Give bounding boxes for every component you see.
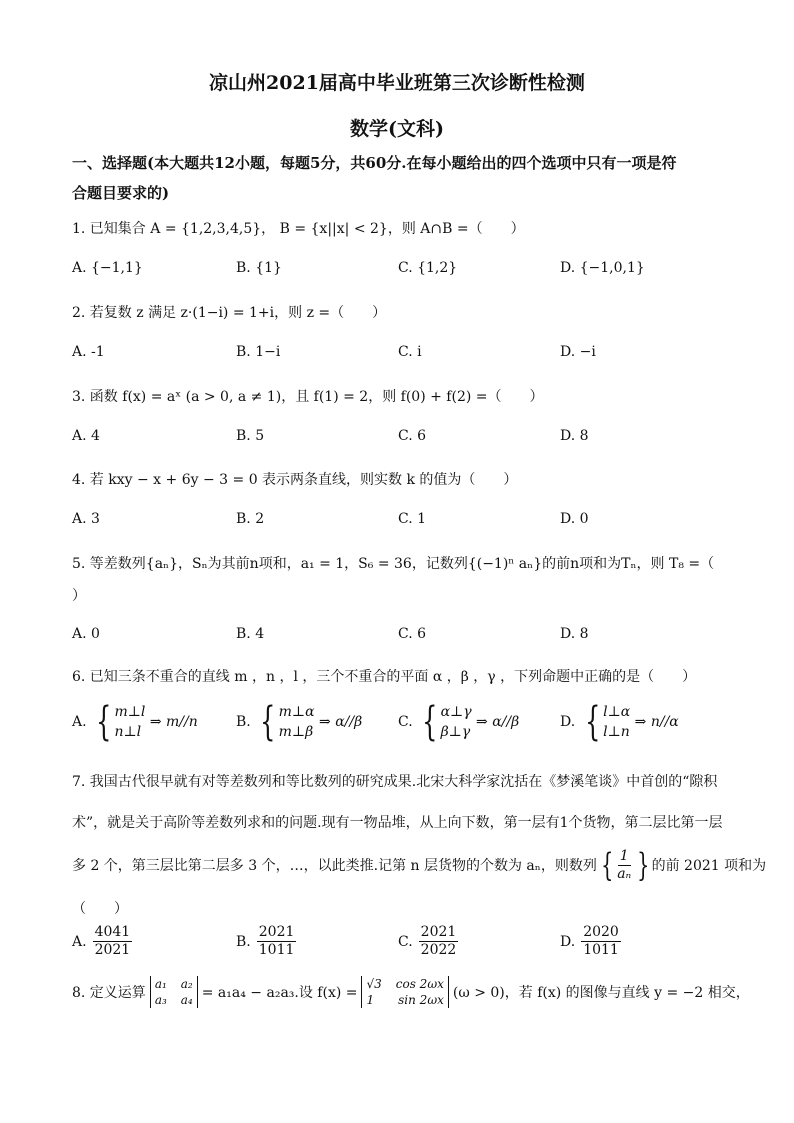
question-1-stem: 1. 已知集合 A = {1,2,3,4,5}， B = {x||x| < 2}，则 A∩B =（ ） bbox=[72, 221, 525, 237]
q6-a-bottom: n⊥l bbox=[114, 724, 142, 740]
q7-frac-num: 1 bbox=[619, 847, 629, 864]
q1-option-d: D. {−1,0,1} bbox=[560, 260, 645, 276]
section-heading: 一、选择题(本大题共12小题，每题5分，共60分.在每小题给出的四个选项中只有一项是符 bbox=[72, 154, 677, 172]
q6-c-result: ⇒ α//β bbox=[476, 714, 520, 730]
question-5-stem-cont: ） bbox=[72, 588, 86, 604]
q6-option-d-label: D. bbox=[560, 714, 576, 730]
q6-option-c bbox=[398, 699, 520, 745]
left-brace: { bbox=[422, 699, 438, 745]
question-7-line-2: 术”，就是关于高阶等差数列求和的问题.现有一物品堆，从上向下数，第一层有1个货物，第二层比第一层 bbox=[72, 815, 723, 831]
q6-b-top: m⊥α bbox=[278, 704, 315, 720]
question-6-stem: 6. 已知三条不重合的直线 m ，n ，l ，三个不重合的平面 α ，β ，γ ，下列命题中正确的是（ ） bbox=[72, 669, 697, 685]
q4-option-a: A. 3 bbox=[72, 511, 100, 527]
q6-d-top: l⊥α bbox=[603, 704, 631, 720]
section-heading-cont: 合题目要求的) bbox=[72, 184, 170, 202]
q7-option-a-fraction bbox=[93, 924, 133, 959]
q4-option-b: B. 2 bbox=[236, 511, 265, 527]
page-subtitle: 数学(文科) bbox=[350, 118, 444, 140]
q7-option-a bbox=[72, 924, 132, 959]
q8-prefix: 8. 定义运算 bbox=[72, 985, 146, 1001]
q6-d-bottom: l⊥n bbox=[603, 724, 630, 740]
q6-option-d bbox=[560, 699, 679, 745]
q8-mid: = a₁a₄ − a₂a₃.设 f(x) = bbox=[201, 985, 358, 1001]
page-title: 凉山州2021届高中毕业班第三次诊断性检测 bbox=[209, 72, 585, 94]
q7-sequence-fraction bbox=[615, 848, 633, 883]
q6-c-top: α⊥γ bbox=[440, 704, 472, 720]
q7-option-b bbox=[236, 924, 296, 959]
q7-option-d bbox=[560, 924, 621, 959]
q8-determinant-f bbox=[361, 976, 448, 1008]
q7-option-d-fraction bbox=[581, 924, 621, 959]
det-entry: a₄ bbox=[180, 993, 193, 1007]
question-7-line-3 bbox=[72, 845, 767, 885]
q6-a-top: m⊥l bbox=[114, 704, 146, 720]
fraction-denominator: 1011 bbox=[583, 942, 619, 958]
q4-option-c: C. 1 bbox=[398, 511, 427, 527]
q7-option-c bbox=[398, 924, 458, 959]
q5-option-a: A. 0 bbox=[72, 626, 100, 642]
question-2-stem: 2. 若复数 z 满足 z·(1−i) = 1+i，则 z =（ ） bbox=[72, 305, 387, 321]
q6-d-result: ⇒ n//α bbox=[634, 714, 679, 730]
q7-option-a-label: A. bbox=[72, 933, 87, 950]
question-7-line-3b: 的前 2021 项和为 bbox=[651, 858, 767, 874]
question-5-stem: 5. 等差数列{aₙ}，Sₙ为其前n项和，a₁ = 1，S₆ = 36，记数列{(−1)ⁿ aₙ}的前n项和为Tₙ，则 T₈ =（ bbox=[72, 556, 715, 572]
q5-option-d: D. 8 bbox=[560, 626, 589, 642]
q3-option-b: B. 5 bbox=[236, 428, 265, 444]
q7-option-c-fraction bbox=[419, 924, 459, 959]
q6-option-a bbox=[72, 699, 198, 745]
q2-option-c: C. i bbox=[398, 344, 422, 360]
fraction-numerator: 4041 bbox=[94, 924, 131, 940]
fraction-numerator: 2021 bbox=[420, 924, 457, 940]
q5-option-b: B. 4 bbox=[236, 626, 265, 642]
left-brace: { bbox=[96, 699, 112, 745]
q1-option-c: C. {1,2} bbox=[398, 260, 458, 276]
det-entry: sin 2ωx bbox=[398, 993, 444, 1007]
fraction-numerator: 2021 bbox=[258, 924, 295, 940]
q7-option-c-label: C. bbox=[398, 933, 413, 950]
left-brace: { bbox=[260, 699, 276, 745]
fraction-denominator: 2022 bbox=[420, 942, 457, 958]
q8-suffix: (ω > 0)，若 f(x) 的图像与直线 y = −2 相交， bbox=[452, 985, 750, 1001]
fraction-numerator: 2020 bbox=[583, 924, 619, 940]
q7-option-b-label: B. bbox=[236, 933, 251, 950]
q6-a-result: ⇒ m//n bbox=[149, 714, 198, 730]
question-7-line-1: 7. 我国古代很早就有对等差数列和等比数列的研究成果.北宋大科学家沈括在《梦溪笔谈》中首创的“隙积 bbox=[72, 774, 718, 790]
q2-option-d: D. −i bbox=[560, 344, 596, 360]
q2-option-b: B. 1−i bbox=[236, 344, 281, 360]
question-3-stem: 3. 函数 f(x) = aˣ (a > 0, a ≠ 1)，且 f(1) = 2，则 f(0) + f(2) =（ ） bbox=[72, 389, 544, 405]
q3-option-d: D. 8 bbox=[560, 428, 589, 444]
q2-option-a: A. -1 bbox=[72, 344, 105, 360]
q6-b-bottom: m⊥β bbox=[278, 724, 314, 740]
q5-option-c: C. 6 bbox=[398, 626, 427, 642]
right-brace: } bbox=[637, 846, 650, 884]
q1-option-a: A. {−1,1} bbox=[72, 260, 143, 276]
q7-frac-den: aₙ bbox=[617, 865, 632, 882]
question-4-stem: 4. 若 kxy − x + 6y − 3 = 0 表示两条直线，则实数 k 的值为（ ） bbox=[72, 472, 518, 488]
q6-option-c-label: C. bbox=[398, 714, 413, 730]
det-entry: a₃ bbox=[154, 993, 167, 1007]
q7-option-d-label: D. bbox=[560, 933, 576, 950]
left-brace: { bbox=[600, 846, 614, 884]
det-entry: 1 bbox=[366, 993, 375, 1007]
fraction-denominator: 2021 bbox=[94, 942, 131, 958]
q4-option-d: D. 0 bbox=[560, 511, 589, 527]
q6-option-b bbox=[236, 699, 363, 745]
left-brace: { bbox=[584, 699, 601, 745]
question-7-line-3a: 多 2 个，第三层比第二层多 3 个，…，以此类推.记第 n 层货物的个数为 aₙ，则数列 bbox=[72, 858, 597, 874]
q1-option-b: B. {1} bbox=[236, 260, 282, 276]
q6-c-bottom: β⊥γ bbox=[440, 724, 471, 740]
question-7-line-4: （ ） bbox=[72, 901, 128, 917]
det-entry: a₁ bbox=[154, 977, 167, 991]
q3-option-a: A. 4 bbox=[72, 428, 100, 444]
q6-option-a-label: A. bbox=[72, 714, 87, 730]
q3-option-c: C. 6 bbox=[398, 428, 427, 444]
det-entry: a₂ bbox=[180, 977, 193, 991]
det-entry: √3 bbox=[366, 977, 382, 991]
fraction-denominator: 1011 bbox=[258, 942, 295, 958]
q7-option-b-fraction bbox=[257, 924, 297, 959]
q6-b-result: ⇒ α//β bbox=[319, 714, 363, 730]
det-entry: cos 2ωx bbox=[395, 977, 444, 991]
q6-option-b-label: B. bbox=[236, 714, 251, 730]
q8-determinant-definition bbox=[150, 976, 198, 1008]
question-8-stem bbox=[72, 976, 750, 1008]
